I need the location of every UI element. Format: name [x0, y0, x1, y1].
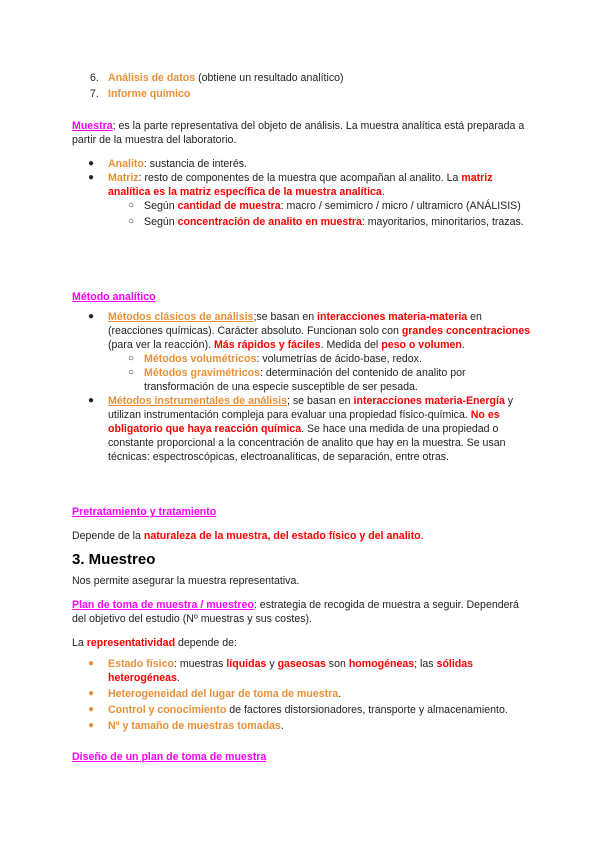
circle-bullet-icon: ○: [128, 367, 135, 378]
list-number: 6.: [90, 72, 99, 84]
muestra-list: [72, 157, 534, 229]
list-item: ● Estado físico: muestras líquidas y gaseosas son homogéneas; las sólidas heterogéneas.: [88, 658, 474, 684]
intro-paragraph: Nos permite asegurar la muestra representativa.: [72, 575, 300, 587]
list-number: 7.: [90, 88, 99, 100]
plan-paragraph: Plan de toma de muestra / muestreo: estrategia de recogida de muestra a seguir. Dependerá del objetivo del estudio (Nº muestras y sus costes).: [72, 599, 519, 625]
list-item: ● Métodos instrumentales de análisis; se basan en interacciones materia-Energía y utilizan instrumentación compleja para evaluar una propiedad físico-química. No es obligatorio que haya reacción química. Se hace una medida de una propiedad o constante proporcional a la concentración de analito que hay en la muestra. Se usan técnicas: espectroscópicas, electroanalíticas, de separación, entre otras.: [88, 395, 514, 463]
list-item: 7. Informe químico: [90, 88, 191, 100]
repr-paragraph: La representatividad depende de:: [72, 637, 237, 649]
list-item: ● Analito: sustancia de interés.: [88, 158, 247, 170]
bullet-icon: ●: [88, 395, 95, 406]
bullet-icon: ●: [88, 172, 95, 183]
list-item: ● Heterogeneidad del lugar de toma de muestra.: [88, 688, 342, 700]
section-heading: Método analítico: [72, 291, 156, 303]
list-item: ○ Métodos gravimétricos: determinación del contenido de analito por transformación de una especie susceptible de ser pesada.: [128, 367, 466, 393]
bullet-icon: ●: [88, 704, 95, 715]
circle-bullet-icon: ○: [128, 200, 135, 211]
list-item: 6. Análisis de datos (obtiene un resultado analítico): [90, 72, 344, 84]
bullet-icon: ●: [88, 720, 95, 731]
bullet-icon: ●: [88, 658, 95, 669]
section-heading: Diseño de un plan de toma de muestra: [72, 751, 267, 763]
list-item: ● Nº y tamaño de muestras tomadas.: [88, 720, 284, 732]
circle-bullet-icon: ○: [128, 353, 135, 364]
metodo-list: [72, 310, 534, 464]
list-item: ● Control y conocimiento de factores distorsionadores, transporte y almacenamiento.: [88, 704, 508, 716]
muestra-term: Muestra: [72, 120, 113, 132]
bullet-icon: ●: [88, 158, 95, 169]
section-heading: Pretratamiento y tratamiento: [72, 506, 217, 518]
muestra-paragraph: Muestra; es la parte representativa del objeto de análisis. La muestra analítica está preparada a partir de la muestra del laboratorio.: [72, 120, 525, 146]
list-item: ○ Métodos volumétricos: volumetrías de ácido-base, redox.: [128, 353, 422, 365]
bullet-icon: ●: [88, 311, 95, 322]
pretrat-paragraph: Depende de la naturaleza de la muestra, del estado físico y del analito.: [72, 530, 424, 542]
page-title: 3. Muestreo: [72, 551, 156, 568]
numbered-list: [72, 71, 534, 101]
circle-bullet-icon: ○: [128, 216, 135, 227]
muestreo-list: [72, 657, 534, 733]
list-item: ● Métodos clásicos de análisis;se basan en interacciones materia-materia en (reacciones químicas). Carácter absoluto. Funcionan solo con grandes concentraciones (para ver la reacción). Más rápidos y fáciles. Medida del peso o volumen.: [88, 311, 531, 351]
list-item: ○ Según concentración de analito en muestra: mayoritarios, minoritarios, trazas.: [128, 216, 524, 228]
bullet-icon: ●: [88, 688, 95, 699]
list-item: ● Matriz: resto de componentes de la muestra que acompañan al analito. La matriz analítica es la matriz específica de la muestra analítica.: [88, 172, 493, 198]
list-item: ○ Según cantidad de muestra: macro / semimicro / micro / ultramicro (ANÁLISIS): [128, 200, 521, 212]
